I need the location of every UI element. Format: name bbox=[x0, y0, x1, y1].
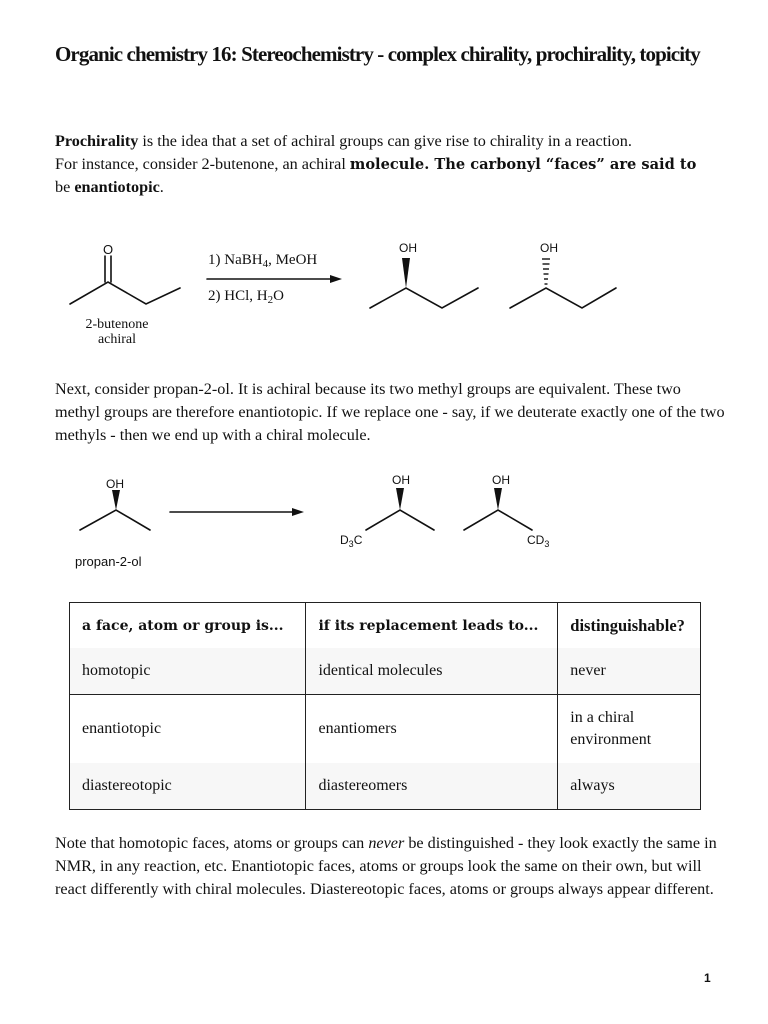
wedge-bond bbox=[402, 258, 410, 288]
oh-label-2: OH bbox=[540, 241, 558, 255]
oh-label-1: OH bbox=[399, 241, 417, 255]
topicity-table bbox=[69, 602, 701, 810]
table-header-row bbox=[70, 603, 701, 649]
carbonyl-oxygen-label: O bbox=[103, 242, 114, 257]
oh-label-d3c: OH bbox=[392, 473, 410, 487]
oh-label-cd3: OH bbox=[492, 473, 510, 487]
table-row bbox=[70, 695, 701, 764]
table-row bbox=[70, 763, 701, 810]
cell-topicity: diastereotopic bbox=[70, 763, 306, 810]
hash-bond bbox=[542, 259, 550, 284]
header-replacement: if its replacement leads to... bbox=[306, 603, 558, 649]
cell-distinguishable: always bbox=[558, 763, 701, 810]
propanol-name: propan-2-ol bbox=[75, 554, 142, 569]
product-cd3-skeleton bbox=[464, 510, 532, 530]
intro-line2: For instance, consider 2-butenone, an achiral bbox=[55, 155, 350, 173]
cell-result: diastereomers bbox=[306, 763, 558, 810]
intro-line1: is the idea that a set of achiral groups can give rise to chirality in a reaction. bbox=[138, 132, 632, 150]
reagent-line-2: 2) HCl, $H_2O$ bbox=[208, 288, 284, 306]
wedge-bond-d3c bbox=[396, 488, 404, 510]
cell-distinguishable: never bbox=[558, 648, 701, 695]
cell-topicity: enantiotopic bbox=[70, 695, 306, 764]
cell-result: enantiomers bbox=[306, 695, 558, 764]
group-d3c-label: $D_3C$ bbox=[340, 533, 363, 549]
cell-topicity: homotopic bbox=[70, 648, 306, 695]
header-distinguishable: distinguishable? bbox=[558, 603, 701, 649]
header-face-atom-group: a face, atom or group is... bbox=[70, 603, 306, 649]
note-start: Note that homotopic faces, atoms or groups can bbox=[55, 834, 369, 852]
cell-result: identical molecules bbox=[306, 648, 558, 695]
butenone-skeleton bbox=[70, 282, 180, 304]
intro-line2-bold: molecule. The carbonyl “faces” are said to bbox=[349, 156, 697, 173]
note-paragraph bbox=[55, 832, 725, 901]
reaction-scheme-propanol bbox=[0, 470, 768, 574]
propanol-skeleton bbox=[80, 510, 150, 530]
intro-paragraph bbox=[55, 130, 725, 199]
term-enantiotopic: enantiotopic bbox=[74, 178, 160, 196]
wedge-bond-cd3 bbox=[494, 488, 502, 510]
term-prochirality: Prochirality bbox=[55, 132, 139, 150]
reaction-scheme-butenone bbox=[0, 236, 768, 348]
page-title: Organic chemistry 16: Stereochemistry - complex chirality, prochirality, topicity bbox=[55, 42, 700, 66]
note-emphasis: never bbox=[368, 834, 405, 852]
arrowhead-1 bbox=[330, 275, 342, 283]
arrowhead-2 bbox=[292, 508, 304, 516]
product-d3c-skeleton bbox=[366, 510, 434, 530]
cell-distinguishable: in a chiral environment bbox=[558, 695, 701, 764]
oh-label-propanol: OH bbox=[106, 477, 124, 491]
intro-line3: be bbox=[55, 178, 75, 196]
product-s-skeleton bbox=[510, 288, 616, 308]
propanol-paragraph: Next, consider propan-2-ol. It is achiral because its two methyl groups are equivalent. These two methyl groups are therefore enantiotopic. If we replace one - say, if we deuterate exactly one of the two methyls - then we end up with a chiral molecule. bbox=[55, 380, 725, 444]
page-number: 1 bbox=[704, 971, 711, 985]
start-material-name: 2-butenone bbox=[85, 317, 149, 332]
table-row bbox=[70, 648, 701, 695]
product-r-skeleton bbox=[370, 288, 478, 308]
wedge-bond-propanol bbox=[112, 490, 120, 510]
start-material-desc: achiral bbox=[97, 332, 137, 347]
reagent-line-1: 1) NaBH$_4$, MeOH bbox=[208, 252, 318, 270]
intro-line3-end: . bbox=[159, 178, 164, 196]
group-cd3-label: $CD_3$ bbox=[527, 533, 550, 549]
note-end: be distinguished - they look exactly the same in NMR, in any reaction, etc. Enantiotopic faces, atoms or groups look the same on their own, but will react differently with chiral molecules. Diastereotopic faces, atoms or groups always appear different. bbox=[55, 834, 717, 898]
